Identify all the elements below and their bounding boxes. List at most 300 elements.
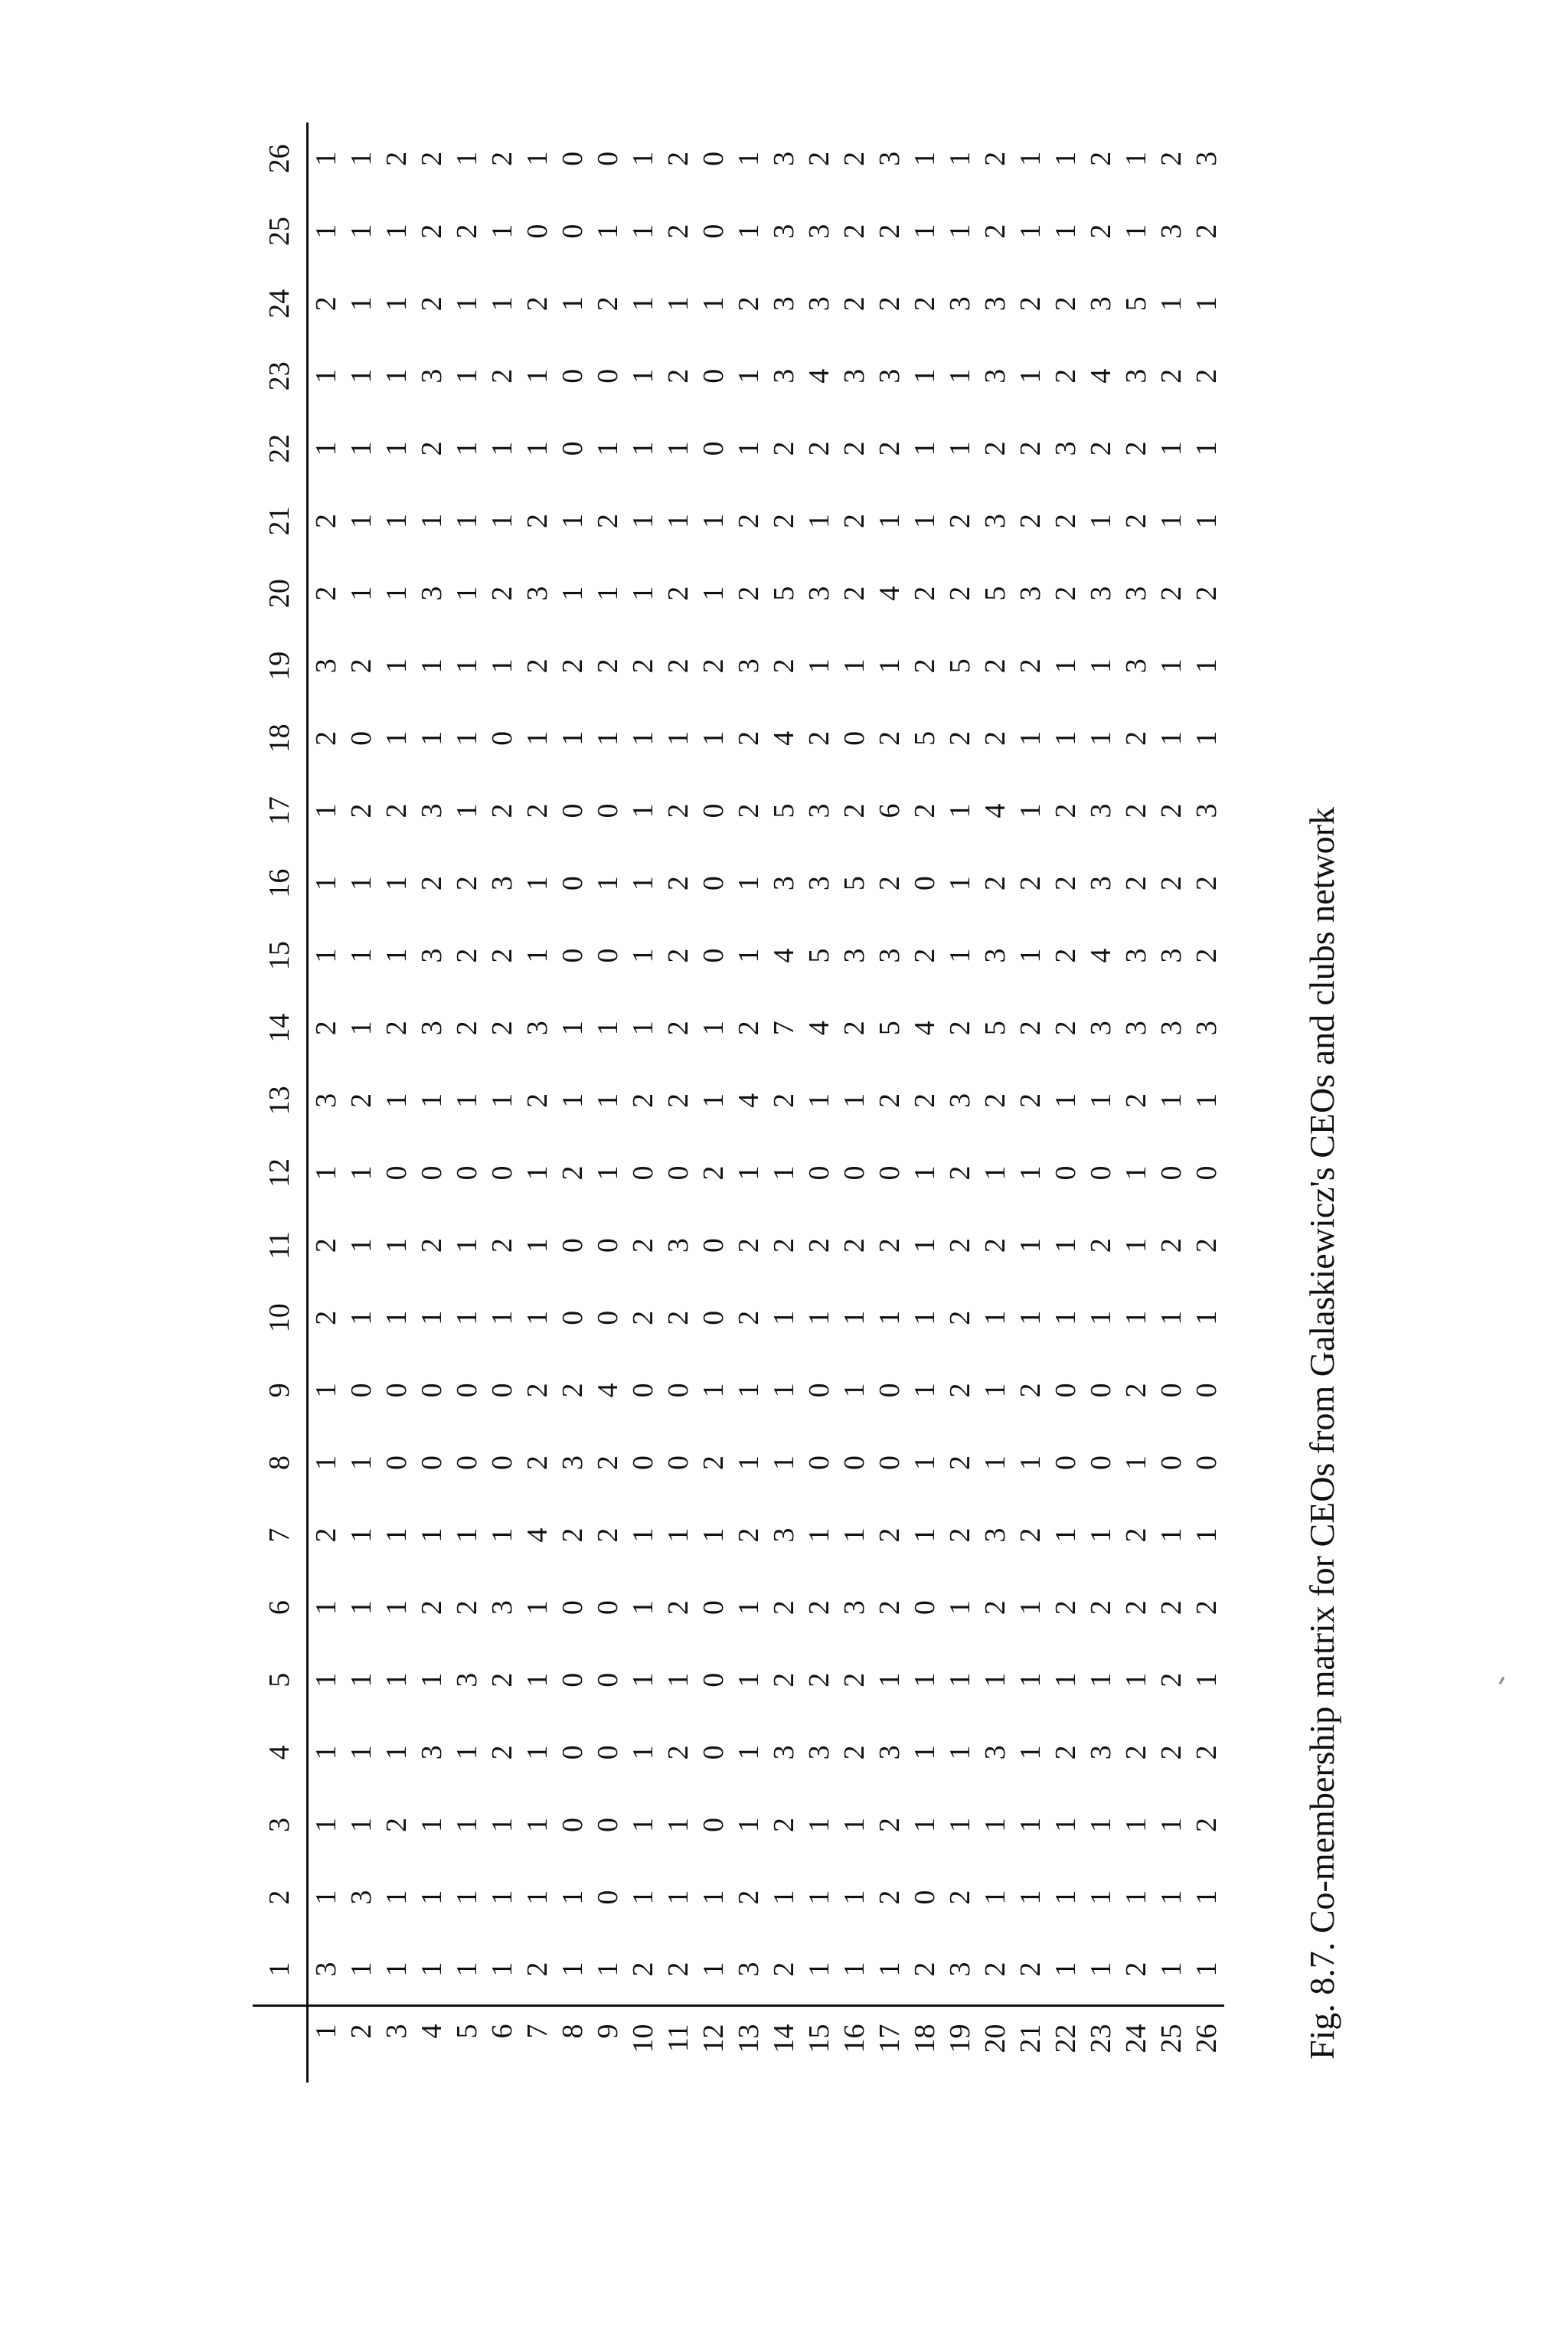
matrix-cell: 1: [416, 1310, 448, 1325]
matrix-cell: 1: [1014, 1817, 1047, 1832]
matrix-cell: 3: [416, 1021, 448, 1036]
matrix-cell: 3: [345, 1890, 377, 1905]
matrix-cell: 1: [486, 658, 518, 674]
matrix-cell: 2: [697, 1455, 730, 1470]
column-header: 18: [253, 702, 308, 775]
matrix-cell: 1: [627, 368, 659, 384]
matrix-cell: 2: [416, 441, 448, 456]
matrix-cell: 1: [733, 1455, 765, 1470]
matrix-cell: 2: [838, 1021, 871, 1036]
matrix-cell: 1: [592, 441, 624, 456]
matrix-cell: 3: [416, 948, 448, 963]
matrix-cell: 3: [310, 658, 342, 674]
matrix-cell: 2: [1050, 296, 1082, 312]
matrix-cell: 1: [909, 1238, 941, 1253]
matrix-cell: 1: [944, 441, 976, 456]
matrix-cell: 2: [662, 876, 694, 891]
matrix-cell: 2: [1050, 1600, 1082, 1616]
matrix-row: [555, 123, 590, 2083]
matrix-cell: 2: [1120, 730, 1152, 746]
matrix-row: [942, 123, 978, 2083]
matrix-cell: 5: [909, 730, 941, 746]
matrix-cell: 1: [310, 1745, 342, 1760]
matrix-cell: 0: [557, 1817, 589, 1832]
matrix-cell: 3: [486, 1600, 518, 1616]
matrix-cell: 2: [662, 586, 694, 601]
matrix-cell: 2: [909, 296, 941, 312]
matrix-cell: 2: [874, 730, 906, 746]
matrix-row: [661, 123, 696, 2083]
matrix-cell: 3: [944, 296, 976, 312]
matrix-cell: 3: [874, 948, 906, 963]
matrix-cell: 0: [557, 1672, 589, 1687]
matrix-cell: 3: [733, 1962, 765, 1977]
row-header: 21: [1013, 2006, 1048, 2083]
matrix-cell: 1: [803, 1310, 835, 1325]
matrix-cell: 2: [909, 803, 941, 818]
matrix-cell: 3: [1085, 586, 1117, 601]
matrix-cell: 1: [345, 876, 377, 891]
matrix-cell: 1: [1014, 1455, 1047, 1470]
matrix-cell: 1: [909, 1455, 941, 1470]
matrix-cell: 1: [1014, 948, 1047, 963]
matrix-cell: 1: [592, 876, 624, 891]
matrix-cell: 1: [381, 876, 413, 891]
matrix-cell: 2: [451, 224, 483, 239]
matrix-cell: 2: [662, 658, 694, 674]
matrix-cell: 2: [874, 1817, 906, 1832]
matrix-cell: 1: [345, 1165, 377, 1181]
matrix-cell: 1: [592, 1021, 624, 1036]
matrix-cell: 0: [909, 1890, 941, 1905]
matrix-cell: 2: [451, 948, 483, 963]
matrix-cell: 1: [627, 151, 659, 166]
matrix-cell: 1: [803, 658, 835, 674]
matrix-cell: 2: [838, 514, 871, 529]
matrix-cell: 1: [1120, 1890, 1152, 1905]
matrix-cell: 1: [1085, 1817, 1117, 1832]
matrix-cell: 1: [909, 368, 941, 384]
matrix-cell: 2: [627, 1962, 659, 1977]
matrix-cell: 1: [662, 514, 694, 529]
matrix-cell: 3: [979, 1745, 1011, 1760]
matrix-cell: 1: [345, 1238, 377, 1253]
matrix-cell: 1: [345, 1527, 377, 1543]
matrix-cell: 1: [1120, 1817, 1152, 1832]
matrix-cell: 2: [451, 1600, 483, 1616]
matrix-cell: 2: [1014, 876, 1047, 891]
matrix-cell: 0: [557, 1238, 589, 1253]
matrix-cell: 2: [944, 1383, 976, 1398]
matrix-cell: 2: [662, 803, 694, 818]
matrix-cell: 0: [381, 1383, 413, 1398]
matrix-row: [1013, 123, 1048, 2083]
matrix-cell: 2: [979, 658, 1011, 674]
matrix-cell: 2: [874, 1093, 906, 1108]
matrix-cell: 1: [697, 1890, 730, 1905]
matrix-cell: 2: [909, 1093, 941, 1108]
row-header: 4: [414, 2006, 449, 2083]
matrix-row: [1189, 123, 1224, 2083]
matrix-cell: 1: [909, 1383, 941, 1398]
matrix-cell: 0: [874, 1383, 906, 1398]
matrix-cell: 0: [592, 1817, 624, 1832]
matrix-cell: 3: [838, 948, 871, 963]
matrix-cell: 2: [1014, 296, 1047, 312]
matrix-cell: 1: [381, 1672, 413, 1687]
matrix-cell: 2: [838, 151, 871, 166]
row-header: 8: [555, 2006, 590, 2083]
matrix-cell: 1: [874, 1672, 906, 1687]
matrix-cell: 2: [662, 1021, 694, 1036]
matrix-cell: 1: [381, 658, 413, 674]
matrix-cell: 2: [1050, 876, 1082, 891]
matrix-cell: 1: [1014, 151, 1047, 166]
matrix-cell: 2: [1191, 1745, 1223, 1760]
matrix-cell: 0: [803, 1165, 835, 1181]
matrix-cell: 2: [627, 1238, 659, 1253]
matrix-cell: 1: [451, 514, 483, 529]
matrix-cell: 3: [310, 1962, 342, 1977]
row-header: 19: [942, 2006, 978, 2083]
matrix-cell: 0: [697, 803, 730, 818]
matrix-cell: 0: [345, 730, 377, 746]
co-membership-matrix: [253, 123, 1263, 2083]
matrix-cell: 1: [697, 1093, 730, 1108]
matrix-cell: 1: [592, 1962, 624, 1977]
matrix-cell: 2: [1120, 1093, 1152, 1108]
matrix-cell: 0: [592, 948, 624, 963]
matrix-cell: 1: [909, 441, 941, 456]
matrix-corner-cell: [253, 2006, 308, 2083]
matrix-row: [414, 123, 449, 2083]
matrix-cell: 3: [768, 1527, 800, 1543]
matrix-cell: 1: [768, 1310, 800, 1325]
matrix-cell: 1: [838, 1527, 871, 1543]
matrix-cell: 1: [486, 514, 518, 529]
matrix-cell: 3: [521, 1021, 554, 1036]
matrix-cell: 2: [486, 586, 518, 601]
matrix-cell: 0: [697, 876, 730, 891]
row-header: 17: [872, 2006, 907, 2083]
matrix-cell: 3: [733, 658, 765, 674]
matrix-cell: 1: [627, 1021, 659, 1036]
column-header: 2: [253, 1861, 308, 1934]
matrix-cell: 1: [1191, 1527, 1223, 1543]
matrix-cell: 1: [909, 224, 941, 239]
matrix-cell: 1: [627, 803, 659, 818]
matrix-cell: 2: [521, 658, 554, 674]
matrix-cell: 1: [1191, 514, 1223, 529]
matrix-cell: 1: [1191, 730, 1223, 746]
matrix-row: [696, 123, 731, 2083]
matrix-cell: 2: [733, 514, 765, 529]
matrix-cell: 2: [697, 658, 730, 674]
matrix-cell: 1: [979, 1455, 1011, 1470]
matrix-cell: 3: [1120, 368, 1152, 384]
matrix-cell: 2: [1120, 1600, 1152, 1616]
matrix-cell: 2: [1191, 876, 1223, 891]
matrix-cell: 2: [733, 296, 765, 312]
matrix-cell: 2: [768, 1672, 800, 1687]
matrix-cell: 2: [874, 1890, 906, 1905]
matrix-cell: 1: [627, 1527, 659, 1543]
matrix-cell: 2: [803, 1672, 835, 1687]
row-header: 14: [766, 2006, 802, 2083]
matrix-cell: 1: [874, 1310, 906, 1325]
matrix-cell: 1: [416, 1890, 448, 1905]
matrix-cell: 1: [803, 1093, 835, 1108]
matrix-cell: 1: [381, 1600, 413, 1616]
matrix-cell: 1: [1155, 296, 1187, 312]
matrix-cell: 0: [1191, 1455, 1223, 1470]
matrix-cell: 1: [944, 151, 976, 166]
matrix-cell: 1: [733, 876, 765, 891]
matrix-cell: 1: [310, 948, 342, 963]
matrix-cell: 3: [662, 1238, 694, 1253]
matrix-cell: 2: [1120, 803, 1152, 818]
matrix-cell: 1: [486, 1093, 518, 1108]
matrix-cell: 1: [733, 224, 765, 239]
matrix-cell: 1: [944, 368, 976, 384]
matrix-cell: 2: [697, 1165, 730, 1181]
matrix-cell: 1: [909, 1165, 941, 1181]
matrix-cell: 0: [662, 1165, 694, 1181]
matrix-cell: 2: [486, 368, 518, 384]
matrix-cell: 2: [944, 1527, 976, 1543]
matrix-cell: 1: [592, 1093, 624, 1108]
matrix-cell: 1: [1014, 368, 1047, 384]
row-header: 23: [1083, 2006, 1119, 2083]
matrix-cell: 1: [627, 730, 659, 746]
matrix-cell: 1: [381, 1093, 413, 1108]
matrix-cell: 2: [310, 1527, 342, 1543]
matrix-cell: 0: [592, 1600, 624, 1616]
matrix-cell: 2: [909, 948, 941, 963]
matrix-cell: 3: [803, 803, 835, 818]
matrix-cell: 2: [486, 948, 518, 963]
matrix-cell: 0: [557, 1310, 589, 1325]
matrix-cell: 0: [838, 1455, 871, 1470]
matrix-cell: 2: [592, 1527, 624, 1543]
matrix-cell: 2: [1155, 876, 1187, 891]
column-header: 26: [253, 123, 308, 195]
matrix-row: [1048, 123, 1083, 2083]
column-header: 13: [253, 1064, 308, 1137]
matrix-cell: 0: [909, 876, 941, 891]
matrix-cell: 1: [1155, 1093, 1187, 1108]
matrix-cell: 2: [557, 658, 589, 674]
matrix-cell: 2: [803, 730, 835, 746]
matrix-cell: 1: [944, 1600, 976, 1616]
matrix-cell: 2: [979, 441, 1011, 456]
matrix-cell: 3: [979, 1527, 1011, 1543]
matrix-cell: 2: [416, 224, 448, 239]
matrix-cell: 1: [1085, 1962, 1117, 1977]
matrix-row: [449, 123, 485, 2083]
matrix-cell: 6: [874, 803, 906, 818]
matrix-row: [1083, 123, 1119, 2083]
matrix-cell: 3: [1155, 948, 1187, 963]
matrix-cell: 1: [1050, 151, 1082, 166]
matrix-cell: 1: [1085, 1310, 1117, 1325]
column-header: 20: [253, 557, 308, 630]
matrix-cell: 1: [416, 1672, 448, 1687]
matrix-cell: 1: [451, 658, 483, 674]
matrix-cell: 1: [345, 1600, 377, 1616]
matrix-cell: 1: [557, 1093, 589, 1108]
matrix-cell: 3: [838, 1600, 871, 1616]
matrix-cell: 1: [627, 296, 659, 312]
matrix-cell: 1: [662, 1817, 694, 1832]
matrix-cell: 2: [662, 151, 694, 166]
matrix-cell: 2: [521, 296, 554, 312]
matrix-cell: 0: [697, 1238, 730, 1253]
matrix-cell: 2: [521, 1383, 554, 1398]
matrix-cell: 2: [381, 1817, 413, 1832]
matrix-cell: 2: [979, 1093, 1011, 1108]
matrix-cell: 1: [979, 1310, 1011, 1325]
matrix-cell: 2: [838, 803, 871, 818]
matrix-cell: 3: [979, 514, 1011, 529]
matrix-cell: 0: [1085, 1165, 1117, 1181]
matrix-cell: 1: [451, 151, 483, 166]
matrix-cell: 2: [1155, 1600, 1187, 1616]
matrix-cell: 1: [416, 1962, 448, 1977]
matrix-cell: 1: [345, 1817, 377, 1832]
column-header: 9: [253, 1354, 308, 1427]
matrix-cell: 3: [803, 296, 835, 312]
matrix-cell: 1: [1050, 1817, 1082, 1832]
matrix-cell: 1: [909, 1745, 941, 1760]
matrix-cell: 1: [521, 1310, 554, 1325]
matrix-cell: 1: [557, 514, 589, 529]
matrix-cell: 2: [557, 1383, 589, 1398]
matrix-cell: 4: [909, 1021, 941, 1036]
matrix-cell: 2: [310, 730, 342, 746]
matrix-cell: 1: [310, 876, 342, 891]
matrix-cell: 1: [592, 730, 624, 746]
matrix-cell: 2: [1050, 586, 1082, 601]
matrix-row: [1119, 123, 1154, 2083]
matrix-cell: 1: [486, 296, 518, 312]
matrix-cell: 1: [1014, 730, 1047, 746]
matrix-cell: 5: [944, 658, 976, 674]
matrix-cell: 1: [627, 1817, 659, 1832]
matrix-cell: 2: [1085, 224, 1117, 239]
matrix-cell: 4: [803, 368, 835, 384]
column-header: 23: [253, 340, 308, 413]
matrix-cell: 0: [697, 151, 730, 166]
matrix-cell: 0: [381, 1455, 413, 1470]
matrix-cell: 2: [768, 441, 800, 456]
matrix-cell: 1: [768, 1165, 800, 1181]
matrix-cell: 3: [1191, 151, 1223, 166]
matrix-cell: 2: [627, 1310, 659, 1325]
matrix-cell: 2: [874, 1527, 906, 1543]
matrix-cell: 2: [557, 1527, 589, 1543]
matrix-cell: 1: [1050, 1238, 1082, 1253]
matrix-cell: 2: [944, 730, 976, 746]
matrix-cell: 3: [486, 876, 518, 891]
matrix-cell: 2: [979, 730, 1011, 746]
matrix-cell: 1: [416, 1527, 448, 1543]
matrix-cell: 2: [768, 658, 800, 674]
matrix-cell: 0: [345, 1383, 377, 1398]
matrix-cell: 3: [768, 876, 800, 891]
matrix-cell: 2: [733, 1890, 765, 1905]
column-header: 1: [253, 1933, 308, 2006]
matrix-cell: 1: [1191, 441, 1223, 456]
matrix-cell: 1: [1191, 1093, 1223, 1108]
matrix-cell: 3: [1085, 876, 1117, 891]
matrix-cell: 1: [416, 730, 448, 746]
matrix-cell: 2: [416, 1238, 448, 1253]
row-header: 3: [379, 2006, 414, 2083]
matrix-cell: 1: [557, 1962, 589, 1977]
matrix-cell: 2: [1050, 514, 1082, 529]
matrix-cell: 7: [768, 1021, 800, 1036]
matrix-cell: 2: [979, 1600, 1011, 1616]
matrix-cell: 1: [944, 1672, 976, 1687]
matrix-cell: 1: [521, 1890, 554, 1905]
matrix-cell: 1: [486, 1817, 518, 1832]
matrix-cell: 3: [310, 1093, 342, 1108]
matrix-cell: 1: [1014, 1672, 1047, 1687]
matrix-cell: 1: [451, 1527, 483, 1543]
matrix-cell: 2: [944, 1165, 976, 1181]
matrix-cell: 1: [345, 441, 377, 456]
matrix-cell: 4: [803, 1021, 835, 1036]
matrix-cell: 0: [592, 368, 624, 384]
matrix-cell: 1: [1120, 1310, 1152, 1325]
matrix-cell: 1: [1014, 1890, 1047, 1905]
matrix-cell: 0: [697, 224, 730, 239]
matrix-cell: 1: [381, 730, 413, 746]
matrix-cell: 0: [592, 803, 624, 818]
matrix-cell: 1: [381, 1745, 413, 1760]
matrix-row: [485, 123, 520, 2083]
matrix-cell: 1: [768, 1455, 800, 1470]
column-header: 21: [253, 485, 308, 557]
matrix-cell: 2: [662, 1093, 694, 1108]
matrix-cell: 2: [838, 1672, 871, 1687]
matrix-cell: 3: [1085, 1021, 1117, 1036]
matrix-cell: 1: [662, 1890, 694, 1905]
matrix-cell: 0: [838, 1165, 871, 1181]
matrix-cell: 0: [1085, 1455, 1117, 1470]
matrix-cell: 1: [557, 586, 589, 601]
matrix-cell: 2: [521, 1962, 554, 1977]
matrix-cell: 1: [1050, 658, 1082, 674]
matrix-cell: 1: [627, 441, 659, 456]
matrix-cell: 2: [486, 1021, 518, 1036]
matrix-cell: 2: [979, 151, 1011, 166]
matrix-cell: 1: [803, 1527, 835, 1543]
matrix-cell: 1: [345, 1310, 377, 1325]
matrix-cell: 0: [909, 1600, 941, 1616]
matrix-cell: 1: [310, 1383, 342, 1398]
matrix-cell: 1: [521, 730, 554, 746]
matrix-cell: 1: [592, 1165, 624, 1181]
matrix-cell: 2: [979, 1962, 1011, 1977]
matrix-cell: 1: [486, 1962, 518, 1977]
matrix-cell: 1: [486, 224, 518, 239]
matrix-cell: 1: [979, 1890, 1011, 1905]
column-header: 4: [253, 1717, 308, 1789]
matrix-cell: 1: [627, 1672, 659, 1687]
matrix-cell: 2: [310, 1238, 342, 1253]
